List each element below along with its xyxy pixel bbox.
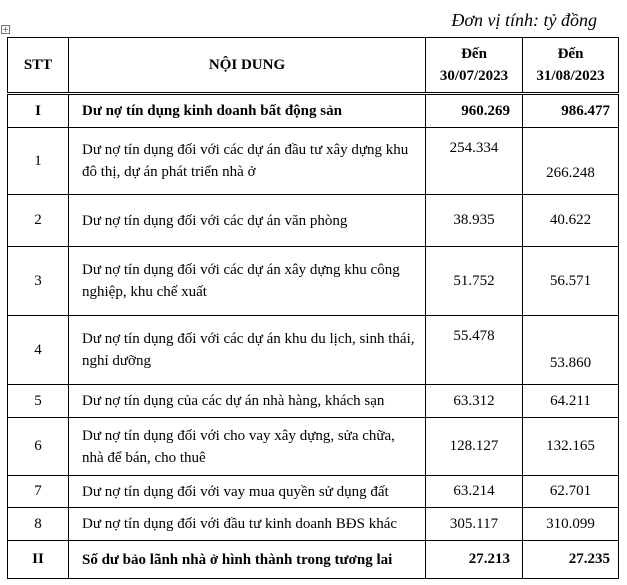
header-content: NỘI DUNG [69, 38, 426, 94]
table-row [8, 247, 619, 316]
table-row [8, 316, 619, 385]
row-value-jul: 128.127 [426, 418, 523, 476]
table-row [8, 508, 619, 541]
row-stt: 8 [8, 508, 69, 541]
row-value-aug: 310.099 [523, 508, 619, 541]
row-content: Dư nợ tín dụng kinh doanh bất động sản [69, 94, 426, 128]
row-value-jul: 305.117 [426, 508, 523, 541]
header-date-1 [426, 38, 523, 94]
row-value-jul: 55.478 [426, 316, 523, 385]
row-stt: 1 [8, 128, 69, 195]
row-value-aug: 986.477 [523, 94, 619, 128]
row-value-jul: 63.214 [426, 476, 523, 508]
header-date-2 [523, 38, 619, 94]
table-row [8, 541, 619, 579]
row-stt: 3 [8, 247, 69, 316]
row-value-jul: 254.334 [426, 128, 523, 195]
row-value-jul: 51.752 [426, 247, 523, 316]
header-stt: STT [8, 38, 69, 94]
row-content: Dư nợ tín dụng của các dự án nhà hàng, khách sạn [69, 385, 426, 418]
row-value-aug: 64.211 [523, 385, 619, 418]
row-value-aug: 266.248 [523, 128, 619, 195]
header-date-2-line1: Đến [557, 46, 584, 62]
row-value-aug: 27.235 [523, 541, 619, 579]
row-content: Dư nợ tín dụng đối với đầu tư kinh doanh BĐS khác [69, 508, 426, 541]
row-value-aug: 132.165 [523, 418, 619, 476]
table-row [8, 94, 619, 128]
table-header-row [8, 38, 619, 94]
row-stt: 4 [8, 316, 69, 385]
row-stt: 6 [8, 418, 69, 476]
row-content: Dư nợ tín dụng đối với các dự án khu du lịch, sinh thái, nghỉ dưỡng [69, 316, 426, 385]
row-value-jul: 38.935 [426, 195, 523, 247]
credit-table [7, 37, 619, 579]
table-row [8, 476, 619, 508]
table-row [8, 195, 619, 247]
row-content: Dư nợ tín dụng đối với cho vay xây dựng, sửa chữa, nhà để bán, cho thuê [69, 418, 426, 476]
row-content: Dư nợ tín dụng đối với vay mua quyền sử dụng đất [69, 476, 426, 508]
header-date-2-line2: 31/08/2023 [536, 68, 605, 84]
table-row [8, 128, 619, 195]
table-row [8, 418, 619, 476]
row-value-aug: 56.571 [523, 247, 619, 316]
row-stt: II [8, 541, 69, 579]
row-value-aug: 53.860 [523, 316, 619, 385]
row-content: Số dư bảo lãnh nhà ở hình thành trong tương lai [69, 541, 426, 579]
row-content: Dư nợ tín dụng đối với các dự án đầu tư xây dựng khu đô thị, dự án phát triển nhà ở [69, 128, 426, 195]
row-value-jul: 63.312 [426, 385, 523, 418]
row-value-jul: 960.269 [426, 94, 523, 128]
unit-label: Đơn vị tính: tỷ đồng [451, 10, 597, 30]
row-stt: 5 [8, 385, 69, 418]
row-value-aug: 40.622 [523, 195, 619, 247]
row-content: Dư nợ tín dụng đối với các dự án văn phòng [69, 195, 426, 247]
header-date-1-line2: 30/07/2023 [439, 68, 509, 84]
move-handle-icon[interactable]: + [2, 25, 9, 34]
row-value-aug: 62.701 [523, 476, 619, 508]
row-content: Dư nợ tín dụng đối với các dự án xây dựng khu công nghiệp, khu chế xuất [69, 247, 426, 316]
header-date-1-line1: Đến [461, 46, 487, 62]
row-stt: 2 [8, 195, 69, 247]
row-stt: 7 [8, 476, 69, 508]
row-stt: I [8, 94, 69, 128]
table-row [8, 385, 619, 418]
row-value-jul: 27.213 [426, 541, 523, 579]
